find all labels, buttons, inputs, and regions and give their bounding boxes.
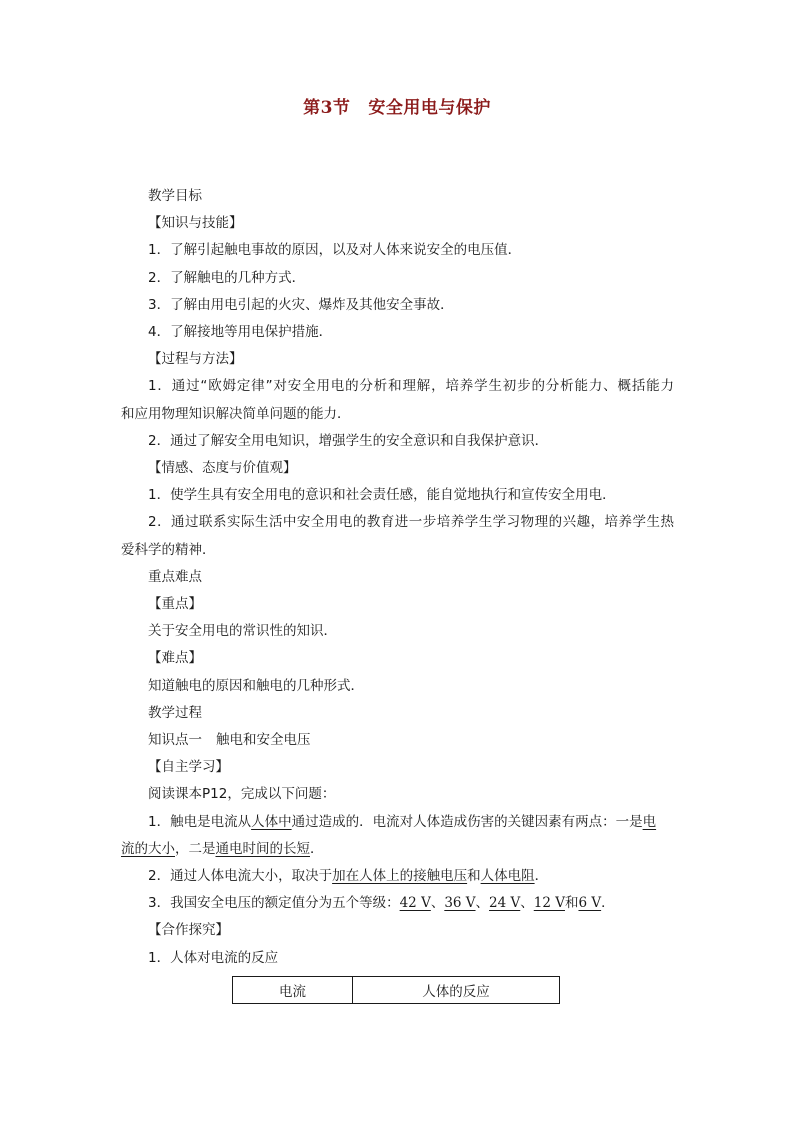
difficulty-text: 知道触电的原因和触电的几种形式． (148, 677, 364, 694)
q3-sep: 、 (520, 895, 534, 912)
q3-sep: 和 (564, 895, 579, 912)
knowledge-item: 4．了解接地等用电保护措施． (148, 324, 333, 341)
table-header-current: 电流 (233, 977, 353, 1004)
key-points-heading: 重点难点 (148, 568, 202, 585)
q1-answer-3: 通电时间的长短 (215, 840, 310, 857)
question-1-line-2 (121, 836, 674, 863)
knowledge-item: 2．了解触电的几种方式． (148, 269, 306, 286)
q1-answer-2: 电 (642, 813, 657, 830)
objectives-heading: 教学目标 (148, 188, 202, 204)
q2-text: ． (534, 868, 549, 885)
q3-text: ． (601, 895, 615, 912)
self-study-intro: 阅读课本P12，完成以下问题： (148, 786, 336, 803)
q1-text: ，二是 (175, 840, 216, 857)
question-3 (121, 890, 674, 917)
attitude-item-2-line-2: 爱科学的精神． (121, 541, 216, 558)
page-title (0, 96, 794, 120)
q2-text: 2．通过人体电流大小，取决于 (148, 868, 333, 885)
voltage-level: 6 V (578, 895, 602, 912)
voltage-level: 36 V (444, 895, 476, 912)
q1-text: ． (310, 840, 324, 857)
coop-heading: 【合作探究】 (148, 922, 229, 939)
q2-answer-1: 加在人体上的接触电压 (332, 868, 468, 885)
q2-answer-2: 人体电阻 (480, 868, 535, 885)
q1-answer-2-cont: 流的大小 (121, 840, 175, 857)
question-1-line-1 (121, 809, 674, 836)
question-2 (121, 863, 674, 890)
knowledge-point-1 (121, 727, 674, 754)
difficulty-heading: 【难点】 (148, 650, 202, 667)
kp1-title: 触电和安全电压 (216, 732, 311, 749)
q3-sep: 、 (475, 895, 490, 912)
self-study-heading: 【自主学习】 (148, 759, 229, 776)
process-item-1-line-2: 和应用物理知识解决简单问题的能力． (121, 405, 351, 422)
q1-text: 1．触电是电流从 (148, 813, 252, 830)
voltage-level: 42 V (399, 895, 431, 912)
process-heading: 【过程与方法】 (148, 351, 243, 368)
attitude-item-1: 1．使学生具有安全用电的意识和社会责任感，能自觉地执行和宣传安全用电． (148, 487, 616, 504)
process-item-1-line-1: 1．通过“欧姆定律”对安全用电的分析和理解，培养学生初步的分析能力、概括能力 (148, 378, 674, 395)
q3-text: 3．我国安全电压的额定值分为五个等级： (148, 895, 400, 912)
knowledge-item: 3．了解由用电引起的火灾、爆炸及其他安全事故． (148, 296, 454, 313)
current-reaction-table (232, 976, 560, 1004)
q1-text: 通过造成的．电流对人体造成伤害的关键因素有两点：一是 (291, 813, 643, 830)
focus-text: 关于安全用电的常识性的知识． (148, 623, 337, 640)
q2-text: 和 (467, 868, 481, 885)
table-header-reaction: 人体的反应 (353, 977, 560, 1004)
q3-sep: 、 (430, 895, 445, 912)
section-name: 安全用电与保护 (368, 98, 491, 118)
q1-answer-1: 人体中 (251, 813, 292, 830)
table-header-row (233, 977, 560, 1004)
voltage-level: 24 V (489, 895, 521, 912)
attitude-heading: 【情感、态度与价值观】 (148, 460, 297, 477)
focus-heading: 【重点】 (148, 596, 202, 613)
teaching-process-heading: 教学过程 (148, 704, 202, 721)
coop-item-1: 1．人体对电流的反应 (148, 949, 279, 966)
knowledge-heading: 【知识与技能】 (148, 215, 243, 232)
attitude-item-2-line-1: 2．通过联系实际生活中安全用电的教育进一步培养学生学习物理的兴趣，培养学生热 (148, 514, 674, 531)
voltage-level: 12 V (533, 895, 565, 912)
document-body (121, 183, 674, 972)
process-item-2: 2．通过了解安全用电知识，增强学生的安全意识和自我保护意识． (148, 432, 549, 449)
kp1-label: 知识点一 (148, 732, 202, 749)
knowledge-item: 1．了解引起触电事故的原因，以及对人体来说安全的电压值． (148, 242, 522, 259)
section-number: 第3节 (303, 98, 351, 118)
